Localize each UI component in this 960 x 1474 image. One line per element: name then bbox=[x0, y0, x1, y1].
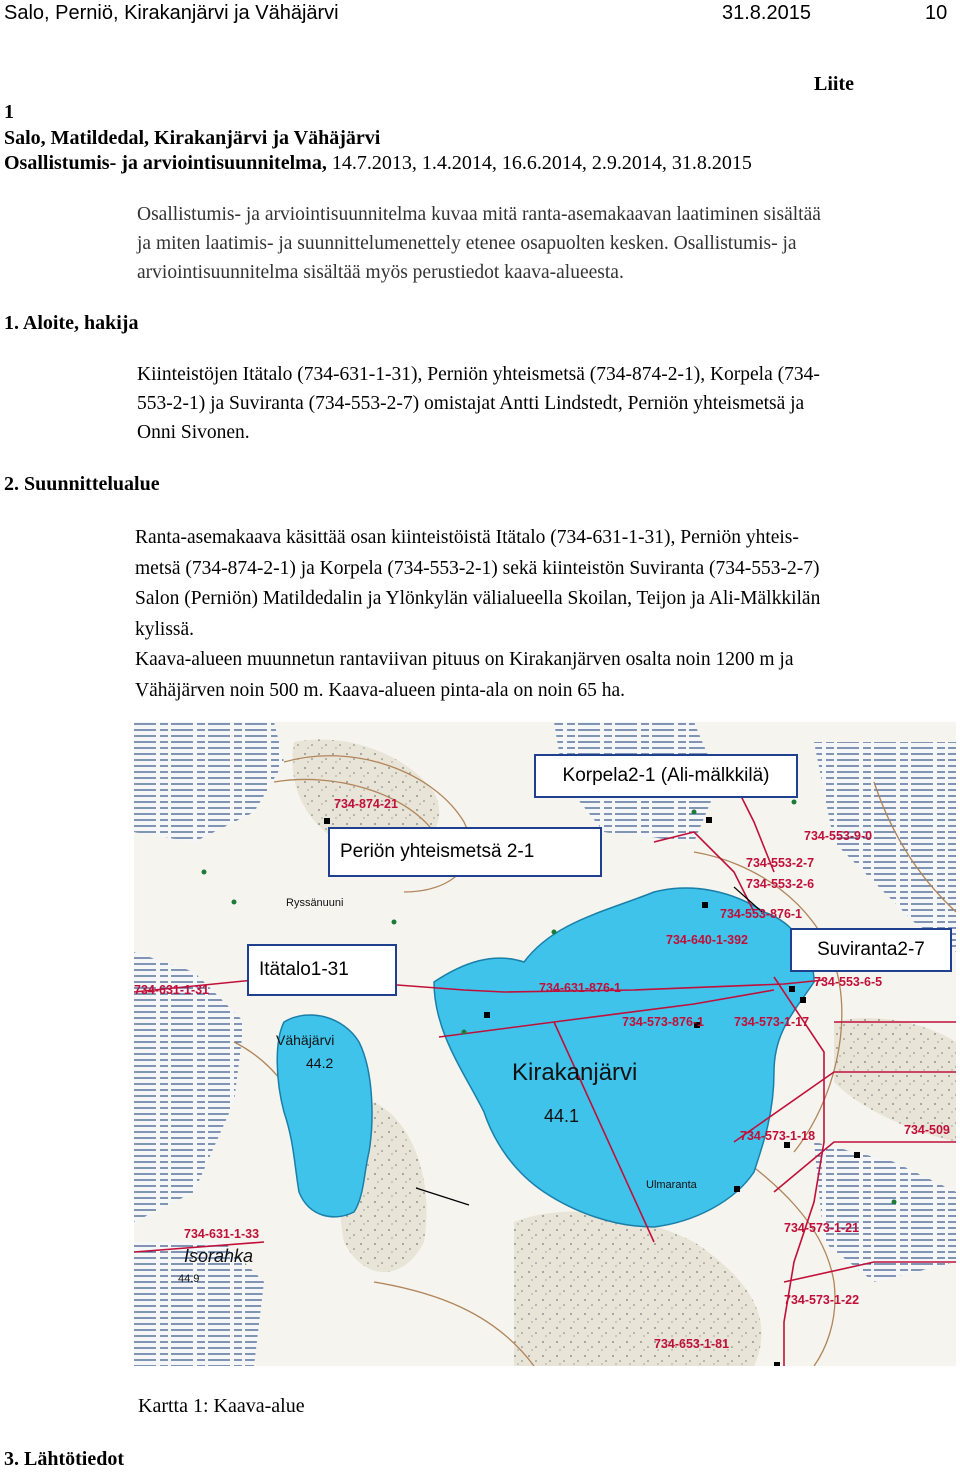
place-ulmaranta: Ulmaranta bbox=[646, 1179, 697, 1191]
callout-korpela: Korpela2-1 (Ali-mälkkilä) bbox=[534, 754, 798, 798]
parcel-label: 734-631-1-31 bbox=[134, 983, 210, 997]
lake-name-kirakanjarvi: Kirakanjärvi bbox=[512, 1059, 638, 1086]
section-2-line: Vähäjärven noin 500 m. Kaava-alueen pinta-ala on noin 65 ha. bbox=[135, 679, 626, 701]
parcel-label: 734-553-876-1 bbox=[720, 907, 803, 921]
lake-elevation-vahajarvi: 44.2 bbox=[306, 1055, 334, 1071]
section-1-line: Kiinteistöjen Itätalo (734-631-1-31), Perniön yhteismetsä (734-874-2-1), Korpela (734- bbox=[137, 364, 820, 385]
parcel-label: 734-573-1-22 bbox=[784, 1293, 860, 1307]
place-ryssanuuni: Ryssänuuni bbox=[286, 897, 344, 909]
parcel-label: 734-631-1-33 bbox=[184, 1227, 260, 1241]
section-1-line: Onni Sivonen. bbox=[137, 422, 250, 443]
map-caption: Kartta 1: Kaava-alue bbox=[138, 1395, 305, 1417]
page-number: 10 bbox=[925, 2, 948, 24]
intro-line: arviointisuunnitelma sisältää myös perustiedot kaava-alueesta. bbox=[137, 262, 624, 283]
parcel-label: 734-573-1-18 bbox=[740, 1129, 816, 1143]
parcel-label: 734-874-21 bbox=[334, 797, 398, 811]
parcel-label: 734-553-2-7 bbox=[746, 856, 815, 870]
appendix-line2 bbox=[4, 149, 752, 178]
section-1-paragraph bbox=[137, 360, 947, 447]
appendix-line2-bold: Osallistumis- ja arviointisuunnitelma, bbox=[4, 152, 327, 174]
parcel-label: 734-640-1-392 bbox=[666, 933, 749, 947]
section-2-heading: 2. Suunnittelualue bbox=[4, 473, 160, 495]
callout-itatalo: Itätalo1-31 bbox=[247, 944, 397, 996]
intro-line: ja miten laatimis- ja suunnittelumenettely etenee osapuolten kesken. Osallistumis- ja bbox=[137, 233, 797, 254]
parcel-label: 734-553-9-0 bbox=[804, 829, 873, 843]
parcel-label: 734-553-2-6 bbox=[746, 877, 815, 891]
section-1-line: 553-2-1) ja Suviranta (734-553-2-7) omistajat Antti Lindstedt, Perniön yhteismetsä ja bbox=[137, 393, 805, 414]
section-1-heading: 1. Aloite, hakija bbox=[4, 312, 139, 334]
parcel-label: 734-509 bbox=[904, 1123, 950, 1137]
callout-yhteismetsa: Periön yhteismetsä 2-1 bbox=[328, 827, 602, 877]
parcel-label: 734-573-1-17 bbox=[734, 1015, 810, 1029]
callout-suviranta: Suviranta2-7 bbox=[790, 928, 952, 972]
place-isorahka: Isorahka bbox=[184, 1246, 254, 1266]
appendix-line1: Salo, Matildedal, Kirakanjärvi ja Vähäjärvi bbox=[4, 127, 381, 149]
parcel-label: 734-573-1-21 bbox=[784, 1221, 860, 1235]
header-title: Salo, Perniö, Kirakanjärvi ja Vähäjärvi bbox=[4, 2, 339, 24]
appendix-number: 1 bbox=[4, 101, 14, 123]
intro-line: Osallistumis- ja arviointisuunnitelma kuvaa mitä ranta-asemakaavan laatiminen sisältää bbox=[137, 204, 821, 225]
planning-area-map bbox=[134, 722, 956, 1366]
header-date: 31.8.2015 bbox=[722, 2, 811, 24]
appendix-line2-dates: 14.7.2013, 1.4.2014, 16.6.2014, 2.9.2014, 31.8.2015 bbox=[326, 152, 752, 174]
section-2-paragraph bbox=[135, 523, 950, 706]
section-2-line: Salon (Perniön) Matildedalin ja Ylönkylän välialueella Skoilan, Teijon ja Ali-Mälkkilän bbox=[135, 588, 821, 609]
appendix-label: Liite bbox=[814, 73, 854, 95]
parcel-label: 734-653-1-81 bbox=[654, 1337, 730, 1351]
lake-name-vahajarvi: Vähäjärvi bbox=[276, 1032, 335, 1048]
map-graphic bbox=[134, 722, 956, 1366]
place-isorahka-elevation: 44.9 bbox=[178, 1273, 200, 1285]
section-2-line: metsä (734-874-2-1) ja Korpela (734-553-2-1) sekä kiinteistön Suviranta (734-553-2-7) bbox=[135, 557, 820, 579]
section-3-heading: 3. Lähtötiedot bbox=[4, 1448, 124, 1470]
lake-elevation-kirakanjarvi: 44.1 bbox=[544, 1106, 580, 1126]
section-2-line: Kaava-alueen muunnetun rantaviivan pituus on Kirakanjärven osalta noin 1200 m ja bbox=[135, 649, 794, 670]
section-2-line: kylissä. bbox=[135, 618, 195, 640]
intro-paragraph bbox=[137, 200, 947, 287]
parcel-label: 734-573-876-1 bbox=[622, 1015, 705, 1029]
section-2-line: Ranta-asemakaava käsittää osan kiinteistöistä Itätalo (734-631-1-31), Perniön yhteis- bbox=[135, 527, 799, 548]
parcel-label: 734-553-6-5 bbox=[814, 975, 883, 989]
parcel-label: 734-631-876-1 bbox=[539, 981, 622, 995]
